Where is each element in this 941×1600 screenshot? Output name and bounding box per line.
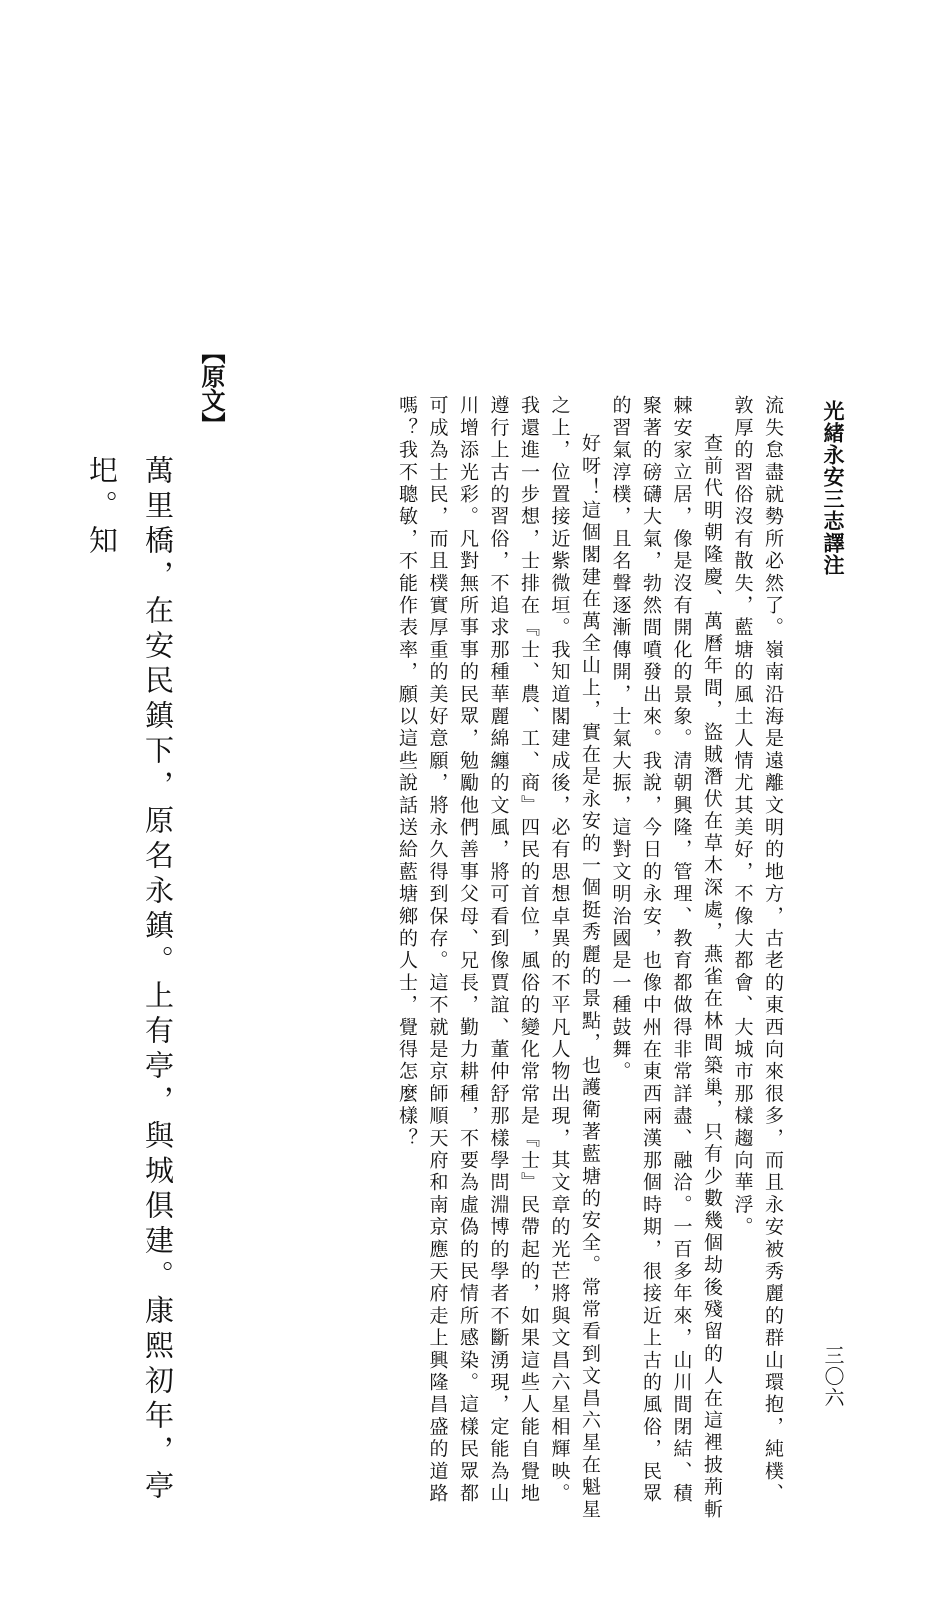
running-header-title: 光緒永安三志譯注 <box>821 400 845 576</box>
paragraph: 流失怠盡就勢所必然了。嶺南沿海是遠離文明的地方，古老的東西向來很多，而且永安被秀麗的群山環抱，純樸、敦厚的習俗沒有散失，藍塘的風土人情尤其美好，不像大都會、大城市那樣趨向華浮。 <box>731 395 784 1505</box>
paragraph: 查前代明朝隆慶、萬曆年間，盜賊潛伏在草木深處，燕雀在林間築巢，只有少數幾個劫後殘留的人在這裡披荊斬棘安家立居，像是沒有開化的景象。清朝興隆，管理、教育都做得非常詳盡、融洽。一百多年來，山川間閉結、積聚著的磅礴大氣，勃然間噴發出來。我說，今日的永安，也像中州在東西兩漢那個時期，很接近上古的風俗，民眾的習氣淳樸，且名聲逐漸傳開，士氣大振，這對文明治國是一種鼓舞。 <box>609 395 723 1521</box>
section-heading-original-text: 【原文】 <box>197 340 225 436</box>
paragraph: 好呀！這個閣建在萬全山上，實在是永安的一個挺秀麗的景點，也護衛著藍塘的安全。常常看到文昌六星在魁星之上，位置接近紫微垣。我知道閣建成後，必有思想卓異的不平凡人物出現，其文章的光芒將與文昌六星相輝映。我還進一步想，士排在『士、農、工、商』四民的首位，風俗的變化常常是『士』民帶起的，如果這些人能自覺地遵行上古的習俗，不追求那種華麗綿纏的文風，將可看到像賈誼、董仲舒那樣學問淵博的學者不斷湧現，定能為山川增添光彩。凡對無所事事的民眾，勉勵他們善事父母、兄長，勤力耕種，不要為虛偽的民情所感染。這樣民眾都可成為士民，而且樸實厚重的美好意願，將永久得到保存。這不就是京師順天府和南京應天府走上興隆昌盛的道路嗎？我不聰敏，不能作表率，願以這些說話送給藍塘鄉的人士，覺得怎麼樣？ <box>396 395 601 1521</box>
original-text: 萬里橋，在安民鎮下，原名永鎮。上有亭，與城俱建。康熙初年，亭圯。知 <box>85 455 175 1505</box>
page-number: 三〇六 <box>821 1345 845 1408</box>
translation-body <box>236 395 788 1525</box>
